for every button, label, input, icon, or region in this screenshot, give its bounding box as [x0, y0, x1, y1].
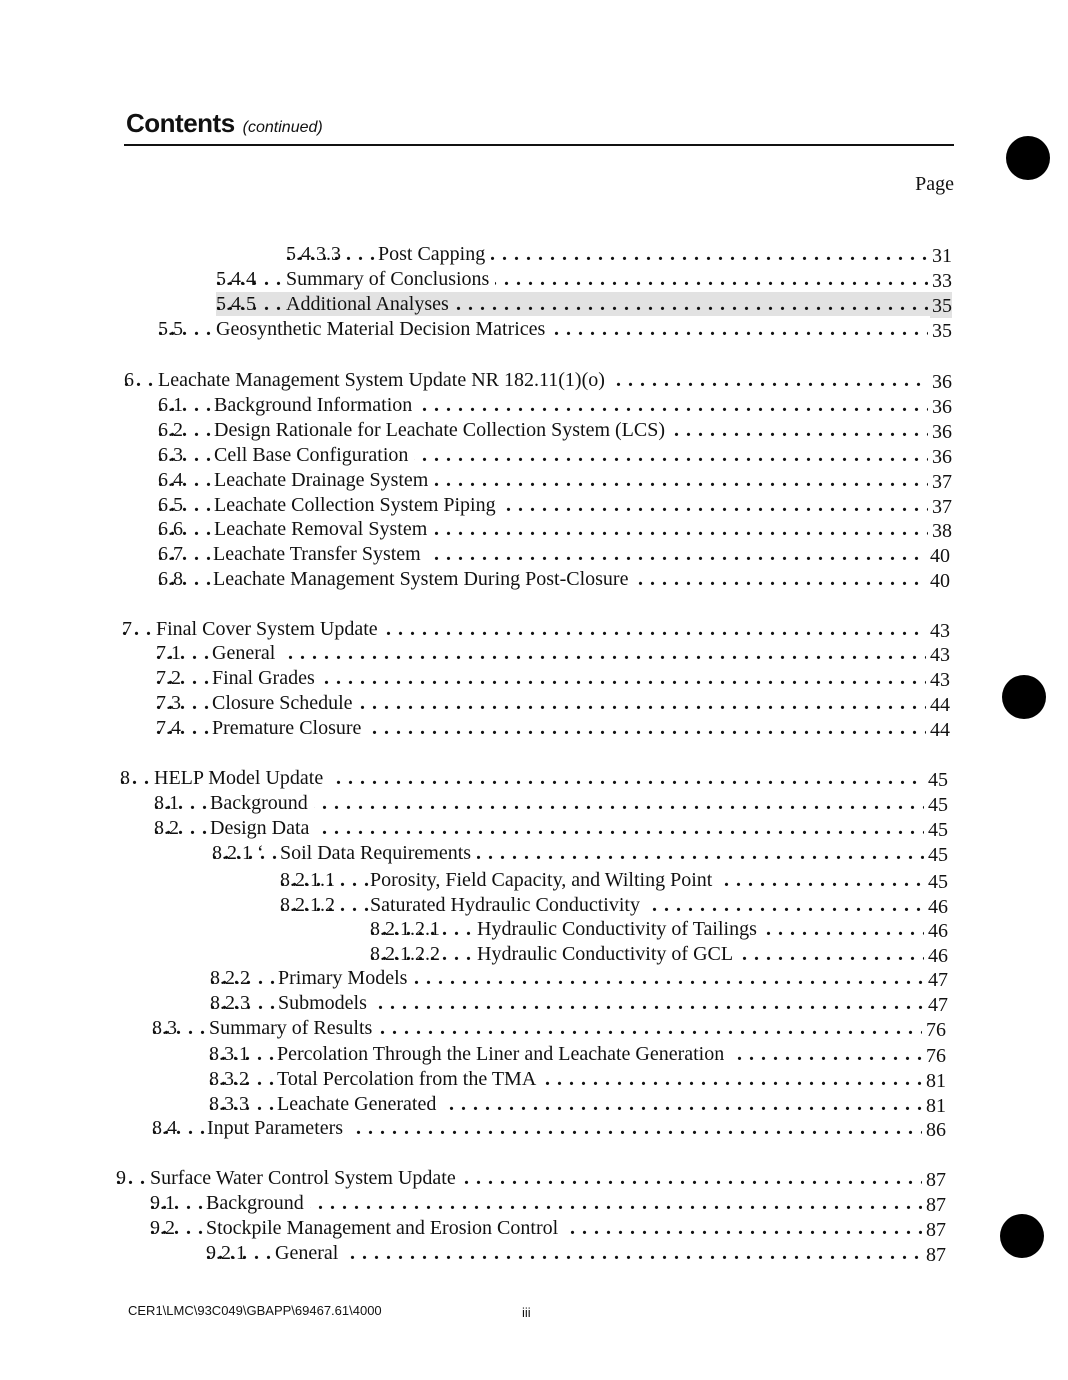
toc-entry-page: 40	[930, 570, 950, 592]
toc-entry-title: Design Data	[210, 816, 315, 840]
footer-path: CER1\LMC\93C049\GBAPP\69467.61\4000	[128, 1303, 382, 1318]
toc-entry-page: 47	[928, 969, 948, 991]
toc-entry[interactable]	[120, 766, 948, 790]
toc-entry-title: Leachate Transfer System	[213, 542, 427, 566]
toc-entry-number: 5.4.5	[216, 293, 256, 315]
toc-entry-number: 8.2.1 ‘	[212, 842, 264, 864]
toc-entry[interactable]	[280, 893, 948, 917]
toc-entry-title: Cell Base Configuration	[214, 443, 414, 467]
toc-entry-page: 38	[932, 520, 952, 542]
toc-entry-title: Summary of Results	[209, 1016, 378, 1040]
toc-entry-title: Primary Models	[278, 966, 413, 990]
toc-entry-number: 8.2	[154, 817, 179, 839]
toc-entry-title: Post Capping	[378, 242, 491, 266]
toc-entry-page: 36	[932, 371, 952, 393]
toc-entry-number: 5.4.4	[216, 268, 256, 290]
toc-entry-title: Soil Data Requirements	[280, 841, 477, 865]
toc-entry-page: 33	[932, 270, 952, 292]
toc-entry[interactable]	[122, 617, 950, 641]
toc-entry-page: 46	[928, 896, 948, 918]
toc-entry-title: General	[212, 641, 281, 665]
toc-entry[interactable]	[158, 468, 952, 492]
toc-entry-title: Leachate Generated	[277, 1092, 442, 1116]
toc-entry[interactable]	[206, 1241, 946, 1265]
toc-entry[interactable]	[116, 1166, 946, 1190]
toc-entry-title: Stockpile Management and Erosion Control	[206, 1216, 564, 1240]
toc-entry-title: Input Parameters	[207, 1116, 349, 1140]
toc-entry[interactable]	[370, 942, 948, 966]
toc-entry-page: 36	[932, 396, 952, 418]
toc-entry-number: 8.2.1.2.1	[370, 918, 440, 940]
toc-entry-number: 8.1	[154, 792, 179, 814]
toc-entry-number: 7.1	[156, 642, 181, 664]
toc-entry[interactable]	[150, 1191, 946, 1215]
toc-entry-title: Background	[210, 791, 314, 815]
toc-entry-title: Leachate Drainage System	[214, 468, 434, 492]
toc-entry-title: Surface Water Control System Update	[150, 1166, 462, 1190]
contents-subtitle: (continued)	[242, 119, 323, 136]
toc-entry[interactable]	[209, 1042, 946, 1066]
toc-entry-page: 44	[930, 694, 950, 716]
toc-entry-title: Leachate Management System During Post-Closure	[213, 567, 634, 591]
toc-entry[interactable]	[158, 317, 952, 341]
toc-entry-number: 6.3	[158, 444, 183, 466]
page-column-label: Page	[915, 173, 954, 195]
toc-entry-title: Hydraulic Conductivity of GCL	[477, 942, 739, 966]
toc-entry-title: Leachate Collection System Piping	[214, 493, 502, 517]
toc-entry-title: Final Grades	[212, 666, 321, 690]
toc-entry-number: 5.4.3.3	[286, 243, 341, 265]
toc-entry[interactable]	[158, 443, 952, 467]
toc-entry-page: 35	[932, 295, 952, 317]
toc-entry-number: 7	[122, 618, 132, 640]
toc-entry-number: 7.4	[156, 717, 181, 739]
toc-entry-number: 6.8	[158, 568, 183, 590]
toc-entry-title: Closure Schedule	[212, 691, 359, 715]
toc-entry[interactable]	[156, 641, 950, 665]
toc-entry-number: 8.3.2	[209, 1068, 249, 1090]
toc-entry-number: 6.6	[158, 518, 183, 540]
toc-entry-number: 8.2.3	[210, 992, 250, 1014]
toc-entry-number: 6.5	[158, 494, 183, 516]
toc-entry-page: 86	[926, 1119, 946, 1141]
toc-entry[interactable]	[212, 841, 948, 865]
toc-entry[interactable]	[158, 418, 952, 442]
toc-entry-page: 81	[926, 1070, 946, 1092]
binder-hole-icon	[1002, 675, 1046, 719]
toc-entry-page: 40	[930, 545, 950, 567]
toc-entry[interactable]	[158, 542, 950, 566]
toc-entry-title: Summary of Conclusions	[286, 267, 495, 291]
toc-entry-title: Leachate Management System Update NR 182.11(1)(o)	[158, 368, 611, 392]
toc-entry-page: 47	[928, 994, 948, 1016]
binder-hole-icon	[1000, 1214, 1044, 1258]
toc-entry-number: 8.2.1.2	[280, 894, 335, 916]
contents-title: Contents	[126, 108, 235, 138]
toc-entry-title: Percolation Through the Liner and Leachate Generation	[277, 1042, 730, 1066]
toc-entry[interactable]	[370, 917, 948, 941]
toc-entry-number: 8.4	[152, 1117, 177, 1139]
toc-entry-number: 9.1	[150, 1192, 175, 1214]
toc-entry-title: Design Rationale for Leachate Collection System (LCS)	[214, 418, 671, 442]
toc-entry-title: Additional Analyses	[286, 292, 455, 316]
toc-entry[interactable]	[209, 1092, 946, 1116]
toc-entry-title: Background Information	[214, 393, 418, 417]
toc-entry[interactable]	[216, 292, 952, 316]
toc-entry-page: 45	[928, 794, 948, 816]
toc-entry-title: HELP Model Update	[154, 766, 329, 790]
toc-entry[interactable]	[210, 991, 948, 1015]
toc-entry[interactable]	[156, 716, 950, 740]
toc-entry-number: 6.4	[158, 469, 183, 491]
toc-entry-number: 6.1	[158, 394, 183, 416]
toc-entry-page: 36	[932, 421, 952, 443]
toc-entry-page: 45	[928, 769, 948, 791]
toc-entry-number: 9.2	[150, 1217, 175, 1239]
toc-entry-page: 81	[926, 1095, 946, 1117]
toc-entry-page: 43	[930, 669, 950, 691]
toc-entry-number: 8.3.1	[209, 1043, 249, 1065]
toc-entry-page: 36	[932, 446, 952, 468]
toc-entry-number: 9.2.1	[206, 1242, 246, 1264]
toc-entry-number: 7.3	[156, 692, 181, 714]
toc-entry[interactable]	[152, 1116, 946, 1140]
toc-entry[interactable]	[210, 966, 948, 990]
toc-entry[interactable]	[280, 868, 948, 892]
toc-entry-title: Total Percolation from the TMA	[277, 1067, 542, 1091]
toc-entry[interactable]	[154, 816, 948, 840]
toc-entry-page: 76	[926, 1019, 946, 1041]
toc-entry-number: 8	[120, 767, 130, 789]
toc-entry[interactable]	[216, 267, 952, 291]
toc-entry-page: 45	[928, 844, 948, 866]
toc-entry-number: 8.3.3	[209, 1093, 249, 1115]
toc-entry-page: 37	[932, 496, 952, 518]
toc-entry-title: Background	[206, 1191, 310, 1215]
toc-entry-title: General	[275, 1241, 344, 1265]
toc-entry-page: 87	[926, 1194, 946, 1216]
toc-entry-page: 76	[926, 1045, 946, 1067]
toc-entry-number: 8.2.1.2.2	[370, 943, 440, 965]
toc-entry-title: Leachate Removal System	[214, 517, 433, 541]
toc-entry-title: Premature Closure	[212, 716, 367, 740]
toc-entry[interactable]	[158, 517, 952, 541]
toc-entry-page: 31	[932, 245, 952, 267]
toc-entry-title: Saturated Hydraulic Conductivity	[370, 893, 646, 917]
toc-entry-number: 6	[124, 369, 134, 391]
toc-entry-page: 43	[930, 644, 950, 666]
toc-entry-number: 7.2	[156, 667, 181, 689]
toc-entry-number: 8.2.1.1	[280, 869, 335, 891]
binder-hole-icon	[1006, 136, 1050, 180]
toc-entry[interactable]	[158, 493, 952, 517]
toc-entry-number: 5.5	[158, 318, 183, 340]
toc-entry[interactable]	[124, 368, 952, 392]
toc-entry-page: 43	[930, 620, 950, 642]
toc-entry-page: 45	[928, 819, 948, 841]
toc-entry-number: 6.7	[158, 543, 183, 565]
toc-entry[interactable]	[158, 393, 952, 417]
toc-entry[interactable]	[158, 567, 950, 591]
toc-entry-number: 9	[116, 1167, 126, 1189]
toc-entry-number: 8.3	[152, 1017, 177, 1039]
toc-entry-title: Geosynthetic Material Decision Matrices	[216, 317, 551, 341]
toc-entry-page: 46	[928, 945, 948, 967]
toc-entry-page: 46	[928, 920, 948, 942]
toc-entry-title: Porosity, Field Capacity, and Wilting Point	[370, 868, 718, 892]
toc-entry-title: Final Cover System Update	[156, 617, 384, 641]
toc-entry-page: 37	[932, 471, 952, 493]
toc-entry[interactable]	[152, 1016, 946, 1040]
toc-entry-title: Hydraulic Conductivity of Tailings	[477, 917, 763, 941]
toc-entry-page: 44	[930, 719, 950, 741]
toc-entry[interactable]	[156, 691, 950, 715]
toc-entry[interactable]	[154, 791, 948, 815]
toc-entry[interactable]	[209, 1067, 946, 1091]
toc-entry[interactable]	[150, 1216, 946, 1240]
toc-entry-number: 8.2.2	[210, 967, 250, 989]
toc-entry-page: 35	[932, 320, 952, 342]
toc-entry-page: 87	[926, 1244, 946, 1266]
toc-entry[interactable]	[156, 666, 950, 690]
footer-page-number: iii	[522, 1305, 531, 1320]
toc-entry-page: 87	[926, 1219, 946, 1241]
toc-entry-page: 87	[926, 1169, 946, 1191]
toc-entry[interactable]	[286, 242, 952, 266]
toc-entry-number: 6.2	[158, 419, 183, 441]
toc-entry-title: Submodels	[278, 991, 373, 1015]
toc-entry-page: 45	[928, 871, 948, 893]
